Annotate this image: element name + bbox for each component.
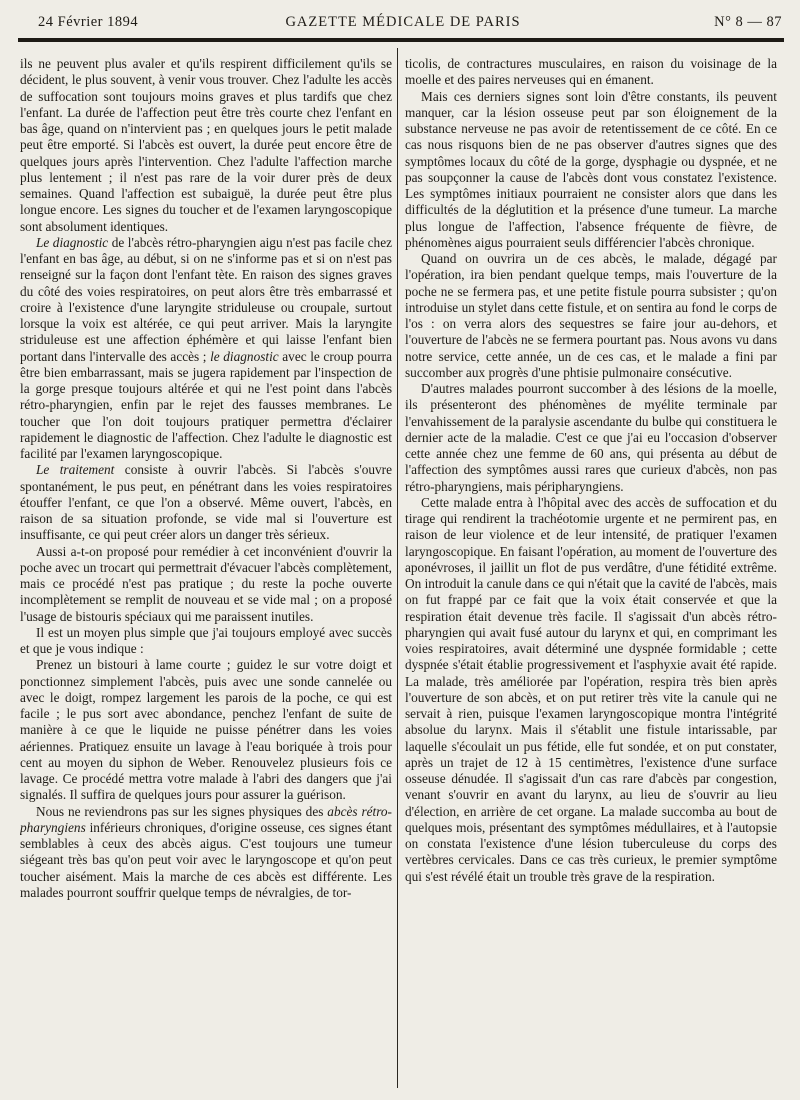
paragraph: Mais ces derniers signes sont loin d'être constants, ils peuvent manquer, car la lésion osseuse peut par son éloignement de la substance nerveuse ne pas avoir de retentissement de ce côté. En ce cas nous risquons bien de ne pas observer d'autres signes que des symptômes locaux du côté de la gorge, dysphagie ou dyspnée, et ne pas soupçonner la cause de l'abcès dont vous constatez l'existence. Les symptômes initiaux pourraient ne consister alors que dans les difficultés de la déglutition et la présence d'une tumeur. La marche plus longue de l'affection, l'absence fréquente de fièvre, de phénomènes aigus pourraient seuls différencier l'abcès chronique. xyxy=(405,88,777,250)
section-lead: Le diagnostic xyxy=(36,234,109,250)
emphasis: abcès rétro-pharyngiens xyxy=(20,803,392,835)
header-rule xyxy=(18,38,784,42)
paragraph: ils ne peuvent plus avaler et qu'ils respirent difficilement qu'ils se décident, le plus souvent, à venir vous trouver. Chez l'adulte les accès de suffocation sont toujours moins graves et plus tardifs que chez l'enfant. La durée de l'affection peut être très courte chez l'enfant en bas âge, quand on n'intervient pas ; en quelques jours le petit malade peut être emporté. Si l'abcès est ouvert, la durée peut encore être de quelques jours après l'intervention. Chez l'adulte l'affection marche plus lentement ; il n'est pas rare de la voir durer près de deux semaines. Quand l'affection est subaiguë, la durée peut être plus longue encore. Les signes du toucher et de l'examen laryngoscopique sont absolument identiques. xyxy=(20,56,392,234)
journal-title: GAZETTE MÉDICALE DE PARIS xyxy=(285,14,521,30)
paragraph-text: inférieurs chroniques, d'origine osseuse, ces signes étant semblables à ceux des abcès aigus. C'est toujours une tumeur siégeant très bas qu'on peut voir avec le laryngoscope et qu'on peut toucher aisément. Mais la marche de ces abcès est différente. Les malades pourront souffrir quelque temps de névralgies, de tor- xyxy=(20,819,392,900)
paragraph-text: consiste à ouvrir l'abcès. Si l'abcès s'ouvre spontanément, le pus peut, en pénétrant dans les voies respiratoires étouffer l'enfant, ce que l'on a observé. Même ouvert, l'abcès, en raison de sa situation profonde, se vide mal si l'ouverture est insuffisante, ce qui peut créer alors un danger très sérieux. xyxy=(20,462,392,543)
paragraph-text: avec le croup pourra être bien embarrassant, mais se jugera rapidement par l'inspection de la gorge presque toujours altérée et qui ne l'est point dans l'abcès rétro-pharyngien, enfin par le rejet des fausses membranes. Le toucher que l'on doit toujours pratiquer permettra d'éclairer rapidement le diagnostic de l'affection. Chez l'adulte le diagnostic est facilité par l'examen laryngoscopique. xyxy=(20,348,392,461)
page-header xyxy=(18,12,788,36)
issue-date: 24 Février 1894 xyxy=(38,14,139,30)
paragraph-diagnostic xyxy=(20,235,392,463)
paragraph: Prenez un bistouri à lame courte ; guidez le sur votre doigt et ponctionnez simplement l'abcès, puis avec une sonde cannelée ou avec le doigt, rompez largement les parois de la poche, ce qui est facile ; le pus sort avec abondance, penchez l'enfant de suite de manière à ce que le liquide ne puisse pénétrer dans les voies aériennes. Pratiquez ensuite un lavage à l'eau boriquée à trois pour cent au moyen du siphon de Weber. Renouvelez plusieurs fois ce lavage. Ce procédé mettra votre malade à l'abri des dangers que j'ai signalés. Il suffira de quelques jours pour assurer la guérison. xyxy=(20,657,392,803)
paragraph xyxy=(20,804,392,902)
issue-page-number: N° 8 — 87 xyxy=(714,14,782,30)
paragraph-treatment xyxy=(20,462,392,543)
paragraph: D'autres malades pourront succomber à des lésions de la moelle, ils présenteront des phénomènes de myélite terminale par l'envahissement de la paralysie ascendante du bulbe qui constituera le dernier acte de la maladie. C'est ce que j'ai eu l'occasion d'observer cette année chez une femme de 60 ans, qui présenta au début de l'affection des symptômes aussi rares que curieux d'abcès, non pas rétro-pharyngiens, mais péripharyngiens. xyxy=(405,381,777,494)
paragraph: Aussi a-t-on proposé pour remédier à cet inconvénient d'ouvrir la poche avec un trocart qui permettrait d'évacuer l'abcès complètement, mais ce procédé n'est pas pratique ; du reste la poche ouverte incomplètement se remplit de nouveau et se vide mal ; on a proposé l'usage de bistouris spéciaux qui me paraissent inutiles. xyxy=(20,543,392,624)
right-column xyxy=(405,56,777,1091)
paragraph-text: Nous ne reviendrons pas sur les signes physiques des xyxy=(36,803,328,819)
section-lead: Le traitement xyxy=(36,462,115,478)
paragraph-text: de l'abcès rétro-pharyngien aigu n'est pas facile chez l'enfant en bas âge, au début, si on ne s'informe pas et si on n'est pas renseigné sur la façon dont l'enfant tète. En raison des signes graves du côté des voies respiratoires, on peut alors être très embarrassé et croire à l'existence d'une laryngite striduleuse ou croupale, surtout lorsque la voix est altérée, ce qui peut arriver. Mais la laryngite striduleuse est une affection éphémère et qui laisse l'enfant bien portant dans l'intervalle des accès ; xyxy=(20,234,392,364)
paragraph: Quand on ouvrira un de ces abcès, le malade, dégagé par l'opération, ira bien pendant quelque temps, mais l'ouverture de la poche ne se fermera pas, et une petite fistule pourra subsister ; qu'on introduise un stylet dans cette fistule, et on sentira au fond le corps de l'os : on verra alors des sequestres se faire jour au-dehors, et l'ouverture de l'abcès ne se fermera pourtant pas. Nous avons vu dans notre service, cette année, un de ces cas, et le malade a fini par succomber aux progrès d'une phtisie pulmonaire consécutive. xyxy=(405,251,777,380)
paragraph: Cette malade entra à l'hôpital avec des accès de suffocation et du tirage qui rendirent la trachéotomie urgente et ne permirent pas, en raison de leur violence et de leur intensité, de pratiquer l'examen laryngoscopique. En faisant l'opération, au moment de l'ouverture des aponévroses, il jaillit un flot de pus verdâtre, d'une fétidité extrême. On introduit la canule dans ce qui n'était que la cavité de l'abcès, mais on fut frappé par ce fait que la voix était conservée et que la respiration était devenue très facile. Il s'agissait d'un abcès rétro-pharyngien qui avait fusé autour du larynx et qui, en comprimant les voies respiratoires, avait déterminé une dyspnée formidable ; cette dyspnée s'était établie progressivement et l'asphyxie avait été rapide. La malade, très améliorée par l'opération, respira très bien après l'ouverture de son abcès, et on put retirer très vite la canule qui ne servait à rien, puisque l'examen laryngoscopique montra l'intégrité absolue du larynx. Mais il s'établit une fistule intarissable, par laquelle s'écoulait un pus fétide, elle fut sondée, et on put constater, après un trajet de 12 à 15 centimètres, l'existence d'une surface osseuse dénudée. Il s'agissait d'un cas rare d'abcès par congestion, venant s'ouvrir en avant du larynx, au lieu de s'ouvrir au lieu d'élection, en arrière de cet organe. La malade succomba au bout de quelques mois, présentant des symptômes médullaires, et à l'autopsie on constata l'existence d'une lésion tuberculeuse du corps des vertèbres cervicales. Dans ce cas très curieux, le premier symptôme qui s'est révélé était un trouble très grave de la respiration. xyxy=(405,494,777,884)
emphasis: le diagnostic xyxy=(210,348,279,364)
paragraph: Il est un moyen plus simple que j'ai toujours employé avec succès et que je vous indique : xyxy=(20,624,392,656)
paragraph: ticolis, de contractures musculaires, en raison du voisinage de la moelle et des paires nerveuses qui en émanent. xyxy=(405,56,777,88)
left-column xyxy=(20,56,392,1091)
column-divider xyxy=(397,48,398,1088)
